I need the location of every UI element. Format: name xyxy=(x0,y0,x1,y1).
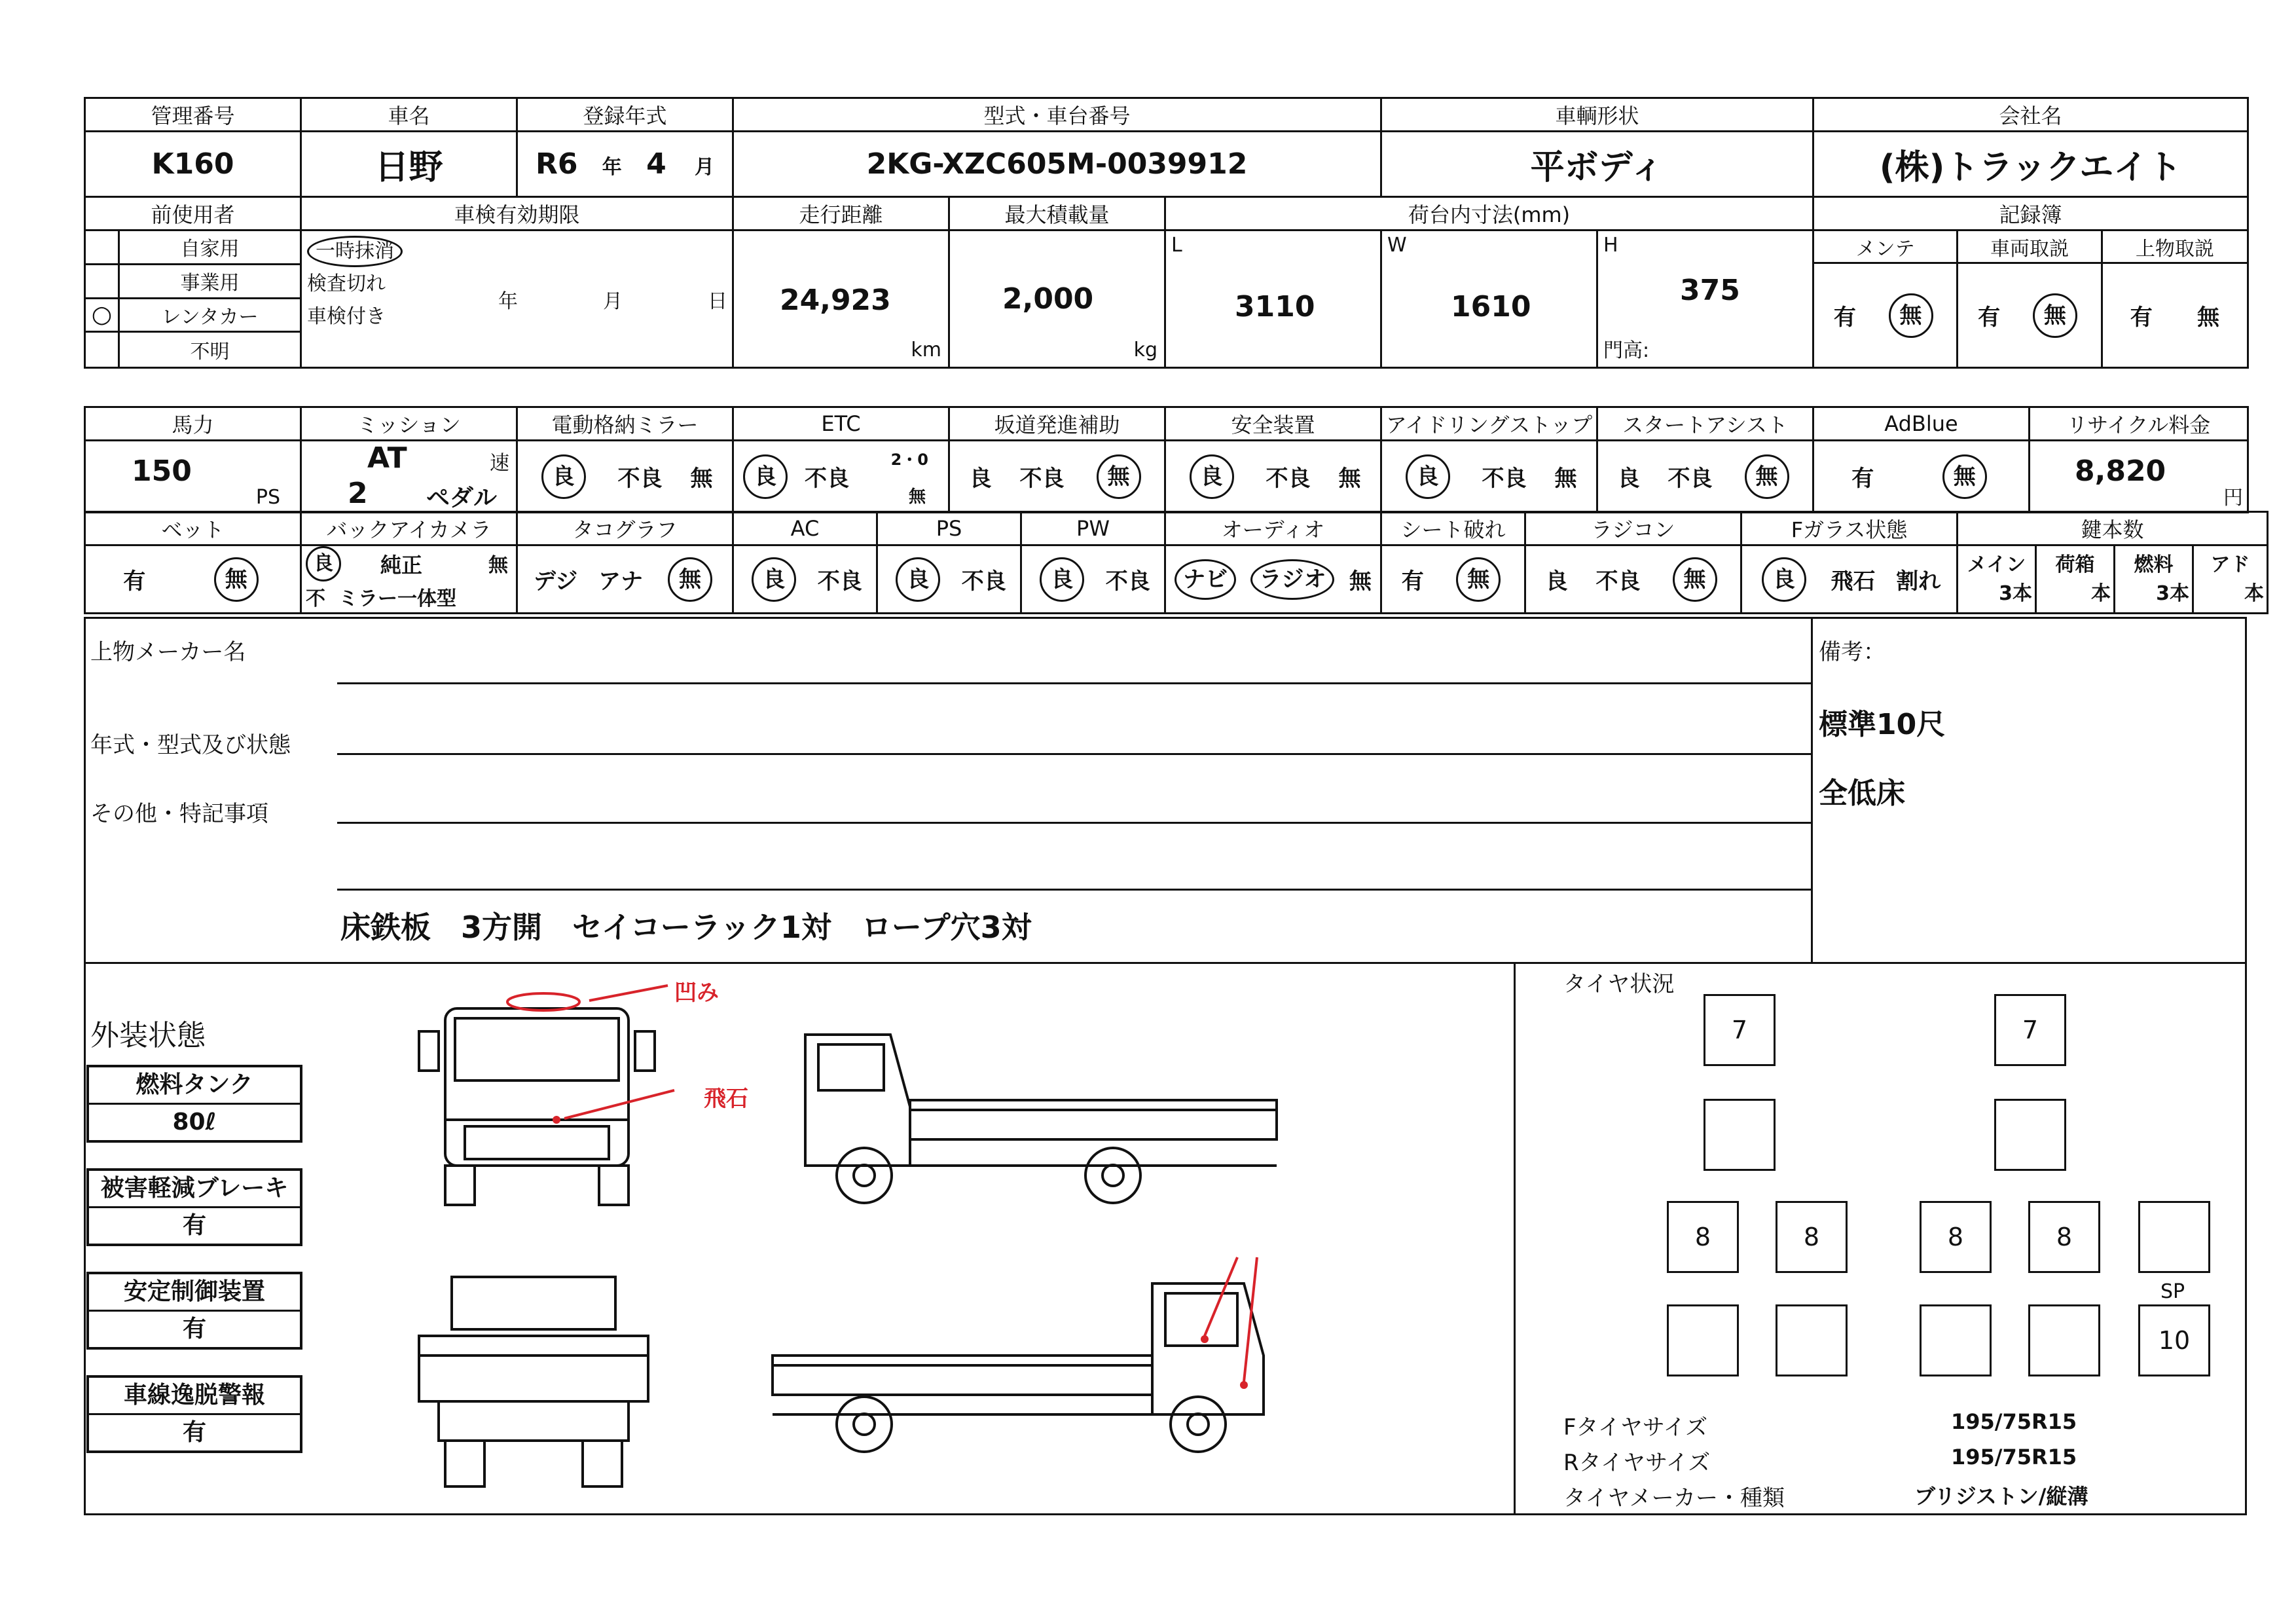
key-fuel-label: 燃料 xyxy=(2134,553,2174,576)
camera-none: 無 xyxy=(488,554,508,577)
label-record-maint: メンテ xyxy=(1814,231,1958,264)
prev-user-business: 事業用 xyxy=(120,265,300,299)
tire-rear2-1 xyxy=(1667,1304,1739,1376)
reg-year xyxy=(517,132,733,197)
collision-brake-value: 有 xyxy=(182,1212,206,1239)
mirror-cell xyxy=(517,441,733,513)
tire-front-right-inner xyxy=(1994,1099,2066,1171)
idling-cell xyxy=(1381,441,1597,513)
note-line-2 xyxy=(337,753,1811,755)
remarks-line-2: 全低床 xyxy=(1819,777,1905,810)
seat-none: 無 xyxy=(1456,557,1501,602)
hill-good: 良 xyxy=(969,466,992,492)
idling-good: 良 xyxy=(1406,454,1450,499)
hill-assist-cell xyxy=(949,441,1165,513)
special-notes: 床鉄板 3方開 セイコーラック1対 ロープ穴3対 xyxy=(340,910,1032,945)
max-load-cell xyxy=(949,231,1165,368)
max-load-value: 2,000 xyxy=(1002,282,1094,316)
adblue-none: 無 xyxy=(1942,454,1987,499)
truck-right-side-view xyxy=(773,1283,1264,1452)
label-seat: シート破れ xyxy=(1381,512,1525,545)
ac-bad: 不良 xyxy=(817,568,862,595)
label-audio: オーディオ xyxy=(1165,512,1381,545)
dent-label: 凹み xyxy=(674,980,719,1006)
shaken-opt-expired: 検査切れ xyxy=(307,272,386,295)
dim-l-value: 3110 xyxy=(1235,290,1315,323)
shaken-month-unit: 月 xyxy=(603,290,623,313)
max-load-unit: kg xyxy=(1133,339,1157,361)
truck-left-side-view xyxy=(805,1035,1277,1203)
etc-bad: 不良 xyxy=(805,466,849,492)
record-body-none: 無 xyxy=(2196,304,2219,331)
label-remote: ラジコン xyxy=(1525,512,1741,545)
key-fuel xyxy=(2115,545,2193,614)
tire-rear-right-inner: 8 xyxy=(1920,1201,1992,1273)
prev-user-private: 自家用 xyxy=(120,231,300,265)
label-record-body-manual: 上物取説 xyxy=(2103,231,2247,264)
shaken-opt-temp: 一時抹消 xyxy=(307,236,403,267)
tacho-none: 無 xyxy=(668,557,712,602)
label-safety: 安全装置 xyxy=(1165,407,1381,441)
key-ad-label: アド xyxy=(2210,553,2250,576)
recycle-unit: 円 xyxy=(2223,487,2243,509)
ac-cell xyxy=(733,545,877,614)
mileage-value: 24,923 xyxy=(780,284,891,317)
mission-speed-unit: 速 xyxy=(490,452,509,475)
label-max-load: 最大積載量 xyxy=(949,197,1165,231)
stability-control-box xyxy=(86,1272,302,1350)
tire-rear2-2 xyxy=(1776,1304,1848,1376)
tire-front-right: 7 xyxy=(1994,994,2066,1066)
prev-user-cell xyxy=(85,231,301,368)
key-main xyxy=(1958,545,2036,614)
truck-diagrams xyxy=(393,969,1506,1506)
mirror-bad: 不良 xyxy=(617,466,663,492)
note-line-4 xyxy=(337,889,1811,891)
label-adblue: AdBlue xyxy=(1813,407,2030,441)
etc-none: 無 xyxy=(908,487,926,507)
glass-chip: 飛石 xyxy=(1831,568,1876,595)
prev-user-mark: ○ xyxy=(86,299,120,333)
notes-bottom-divider xyxy=(84,962,2247,964)
tire-front-left: 7 xyxy=(1704,994,1776,1066)
fuel-tank-value: 80ℓ xyxy=(172,1109,217,1135)
tire-title: タイヤ状況 xyxy=(1563,971,1675,997)
glass-good: 良 xyxy=(1762,557,1806,602)
label-bed: ベット xyxy=(85,512,301,545)
kanri-no: K160 xyxy=(85,132,301,197)
pw-bad: 不良 xyxy=(1105,568,1150,595)
mirror-good: 良 xyxy=(541,454,586,499)
remote-cell xyxy=(1525,545,1741,614)
etc-version: 2・0 xyxy=(890,451,928,469)
record-maint-none: 無 xyxy=(1889,293,1933,338)
label-ac: AC xyxy=(733,512,877,545)
label-pw: PW xyxy=(1021,512,1165,545)
mission-type: AT xyxy=(367,441,407,475)
dim-l-cell xyxy=(1165,231,1381,368)
dim-h-value: 375 xyxy=(1680,274,1740,307)
shaken-year-unit: 年 xyxy=(498,290,518,313)
key-ad-value: 本 xyxy=(2244,581,2265,605)
tire-rear-left-inner: 8 xyxy=(1776,1201,1848,1273)
mission-pedal-count: 2 xyxy=(348,477,368,510)
note-line-3 xyxy=(337,822,1811,824)
model-chassis: 2KG-XZC605M-0039912 xyxy=(733,132,1381,197)
start-bad: 不良 xyxy=(1667,466,1713,492)
tire-divider xyxy=(1514,962,1516,1515)
hp-value: 150 xyxy=(132,454,192,488)
shaken-cell xyxy=(301,231,733,368)
etc-good: 良 xyxy=(743,454,788,499)
tire-rear-right-outer: 8 xyxy=(2028,1201,2100,1273)
stability-control-value: 有 xyxy=(182,1316,206,1342)
shaken-opt-valid: 車検付き xyxy=(307,305,386,328)
label-body-shape: 車輌形状 xyxy=(1381,98,1813,132)
label-mileage: 走行距離 xyxy=(733,197,949,231)
camera-cell xyxy=(301,545,517,614)
dim-l-label: L xyxy=(1171,234,1182,257)
year-state-label: 年式・型式及び状態 xyxy=(90,732,291,758)
car-name: 日野 xyxy=(301,132,517,197)
r-tire-size-label: Rタイヤサイズ xyxy=(1563,1450,1711,1476)
record-body-manual xyxy=(2103,264,2247,367)
collision-brake-box xyxy=(86,1168,302,1246)
key-main-value: 3本 xyxy=(1999,581,2032,605)
record-maint-has: 有 xyxy=(1833,304,1856,331)
chip-mark xyxy=(553,1116,560,1124)
pw-good: 良 xyxy=(1040,557,1084,602)
reg-era: R6 xyxy=(535,147,578,181)
label-etc: ETC xyxy=(733,407,949,441)
other-label: その他・特記事項 xyxy=(90,801,268,827)
record-manual-none: 無 xyxy=(2033,293,2077,338)
dim-w-value: 1610 xyxy=(1451,290,1531,323)
chip-label: 飛石 xyxy=(704,1086,748,1112)
label-prev-user: 前使用者 xyxy=(85,197,301,231)
prev-user-rental: レンタカー xyxy=(120,299,300,333)
label-ps: PS xyxy=(877,512,1021,545)
hp-unit: PS xyxy=(255,486,280,509)
start-none: 無 xyxy=(1745,454,1789,499)
maker-label: 上物メーカー名 xyxy=(90,639,246,665)
label-kanri: 管理番号 xyxy=(85,98,301,132)
key-box-label: 荷箱 xyxy=(2055,553,2095,576)
remarks-line-1: 標準10尺 xyxy=(1819,708,1946,741)
label-dims: 荷台内寸法(mm) xyxy=(1165,197,1813,231)
camera-mirror: ミラー一体型 xyxy=(338,587,456,610)
lane-departure-value: 有 xyxy=(182,1419,206,1446)
glass-crack: 割れ xyxy=(1896,568,1941,595)
safety-none: 無 xyxy=(1338,466,1361,492)
lane-departure-box xyxy=(86,1375,302,1453)
remarks-label: 備考： xyxy=(1819,639,1886,665)
remote-bad: 不良 xyxy=(1595,568,1641,595)
remarks-divider xyxy=(1811,617,1813,964)
r-tire-size: 195/75R15 xyxy=(1951,1445,2077,1469)
label-model: 型式・車台番号 xyxy=(733,98,1381,132)
audio-navi: ナビ xyxy=(1175,559,1236,600)
safety-good: 良 xyxy=(1190,454,1234,499)
pw-cell xyxy=(1021,545,1165,614)
body-shape: 平ボディ xyxy=(1381,132,1813,197)
record-manual-has: 有 xyxy=(1978,304,2001,331)
record-maint xyxy=(1814,264,1958,367)
tire-front-left-inner xyxy=(1704,1099,1776,1171)
mission-cell xyxy=(301,441,517,513)
tire-extra-slot xyxy=(2138,1201,2210,1273)
shaken-day-unit: 日 xyxy=(708,290,727,313)
reg-month: 4 xyxy=(646,147,666,181)
truck-front-view xyxy=(419,1008,655,1205)
mileage-cell xyxy=(733,231,949,368)
mileage-unit: km xyxy=(911,339,941,361)
safety-bad: 不良 xyxy=(1266,466,1311,492)
record-manual xyxy=(1958,264,2102,367)
remote-none: 無 xyxy=(1673,557,1717,602)
camera-good: 良 xyxy=(306,546,341,581)
label-records: 記録簿 xyxy=(1813,197,2248,231)
records-cell xyxy=(1813,231,2248,368)
label-reg-year: 登録年式 xyxy=(517,98,733,132)
label-record-manual: 車両取説 xyxy=(1958,231,2102,264)
label-hp: 馬力 xyxy=(85,407,301,441)
dim-h-cell xyxy=(1597,231,1813,368)
reg-month-unit: 月 xyxy=(695,156,715,179)
stability-control-label: 安定制御装置 xyxy=(89,1274,300,1312)
hill-none: 無 xyxy=(1097,454,1141,499)
dim-w-cell xyxy=(1381,231,1597,368)
label-company: 会社名 xyxy=(1813,98,2248,132)
tire-rear-left-outer: 8 xyxy=(1667,1201,1739,1273)
label-start-assist: スタートアシスト xyxy=(1597,407,1813,441)
label-shaken: 車検有効期限 xyxy=(301,197,733,231)
tire-maker: ブリジストン/縦溝 xyxy=(1914,1484,2088,1509)
ps-good: 良 xyxy=(896,557,940,602)
label-glass: Fガラス状態 xyxy=(1741,512,1958,545)
label-hill-assist: 坂道発進補助 xyxy=(949,407,1165,441)
bed-none: 無 xyxy=(214,557,259,602)
f-tire-size: 195/75R15 xyxy=(1951,1409,2077,1434)
bed-cell xyxy=(85,545,301,614)
label-tacho: タコグラフ xyxy=(517,512,733,545)
start-good: 良 xyxy=(1617,466,1640,492)
label-keys: 鍵本数 xyxy=(1958,512,2268,545)
ps-cell xyxy=(877,545,1021,614)
key-box-value: 本 xyxy=(2091,581,2111,605)
label-back-camera: バックアイカメラ xyxy=(301,512,517,545)
key-fuel-value: 3本 xyxy=(2156,581,2189,605)
glass-cell xyxy=(1741,545,1958,614)
tacho-digi: デジ xyxy=(533,568,578,595)
equipment-table xyxy=(84,406,2249,513)
seat-cell xyxy=(1381,545,1525,614)
spare-label: SP xyxy=(2160,1280,2185,1303)
company-name: (株)トラックエイト xyxy=(1813,132,2248,197)
safety-cell xyxy=(1165,441,1381,513)
record-body-has: 有 xyxy=(2130,304,2153,331)
tire-maker-label: タイヤメーカー・種類 xyxy=(1563,1485,1785,1511)
tire-rear2-4 xyxy=(2028,1304,2100,1376)
idling-bad: 不良 xyxy=(1482,466,1527,492)
label-mirror: 電動格納ミラー xyxy=(517,407,733,441)
key-main-label: メイン xyxy=(1967,553,2026,576)
lane-departure-label: 車線逸脱警報 xyxy=(89,1378,300,1415)
header-table xyxy=(84,97,2249,369)
ac-good: 良 xyxy=(752,557,796,602)
tacho-ana: アナ xyxy=(598,568,644,595)
f-tire-size-label: Fタイヤサイズ xyxy=(1563,1414,1708,1441)
reg-year-unit: 年 xyxy=(602,156,622,179)
mission-pedal-unit: ペダル xyxy=(426,485,498,511)
remote-good: 良 xyxy=(1545,568,1568,595)
prev-user-unknown: 不明 xyxy=(190,341,230,364)
bed-has: 有 xyxy=(123,568,146,595)
hill-bad: 不良 xyxy=(1019,466,1065,492)
camera-not: 不 xyxy=(306,587,325,610)
recycle-cell xyxy=(2030,441,2248,513)
tire-spare: 10 xyxy=(2138,1304,2210,1376)
dim-h-label: H xyxy=(1603,234,1618,257)
adblue-cell xyxy=(1813,441,2030,513)
equipment-table-2 xyxy=(84,511,2269,614)
label-recycle: リサイクル料金 xyxy=(2030,407,2248,441)
label-idling-stop: アイドリングストップ xyxy=(1381,407,1597,441)
label-car-name: 車名 xyxy=(301,98,517,132)
mirror-none: 無 xyxy=(690,466,713,492)
label-mission: ミッション xyxy=(301,407,517,441)
mondaka-label: 門高: xyxy=(1603,339,1650,362)
idling-none: 無 xyxy=(1554,466,1577,492)
adblue-has: 有 xyxy=(1851,466,1874,492)
key-ad xyxy=(2193,545,2268,614)
truck-rear-view xyxy=(419,1277,648,1486)
fuel-tank-box xyxy=(86,1065,302,1143)
dim-w-label: W xyxy=(1387,234,1407,257)
exterior-title: 外装状態 xyxy=(90,1019,206,1052)
seat-has: 有 xyxy=(1401,568,1424,595)
recycle-value: 8,820 xyxy=(2075,454,2166,488)
tacho-cell xyxy=(517,545,733,614)
start-assist-cell xyxy=(1597,441,1813,513)
audio-cell xyxy=(1165,545,1381,614)
ps-bad: 不良 xyxy=(961,568,1006,595)
hp-cell xyxy=(85,441,301,513)
key-box xyxy=(2036,545,2115,614)
etc-cell xyxy=(733,441,949,513)
audio-none: 無 xyxy=(1349,568,1372,595)
fuel-tank-label: 燃料タンク xyxy=(89,1067,300,1105)
tire-rear2-3 xyxy=(1920,1304,1992,1376)
audio-radio: ラジオ xyxy=(1250,559,1334,600)
camera-genuine: 純正 xyxy=(380,553,423,578)
collision-brake-label: 被害軽減ブレーキ xyxy=(89,1171,300,1208)
note-line-1 xyxy=(337,682,1811,684)
